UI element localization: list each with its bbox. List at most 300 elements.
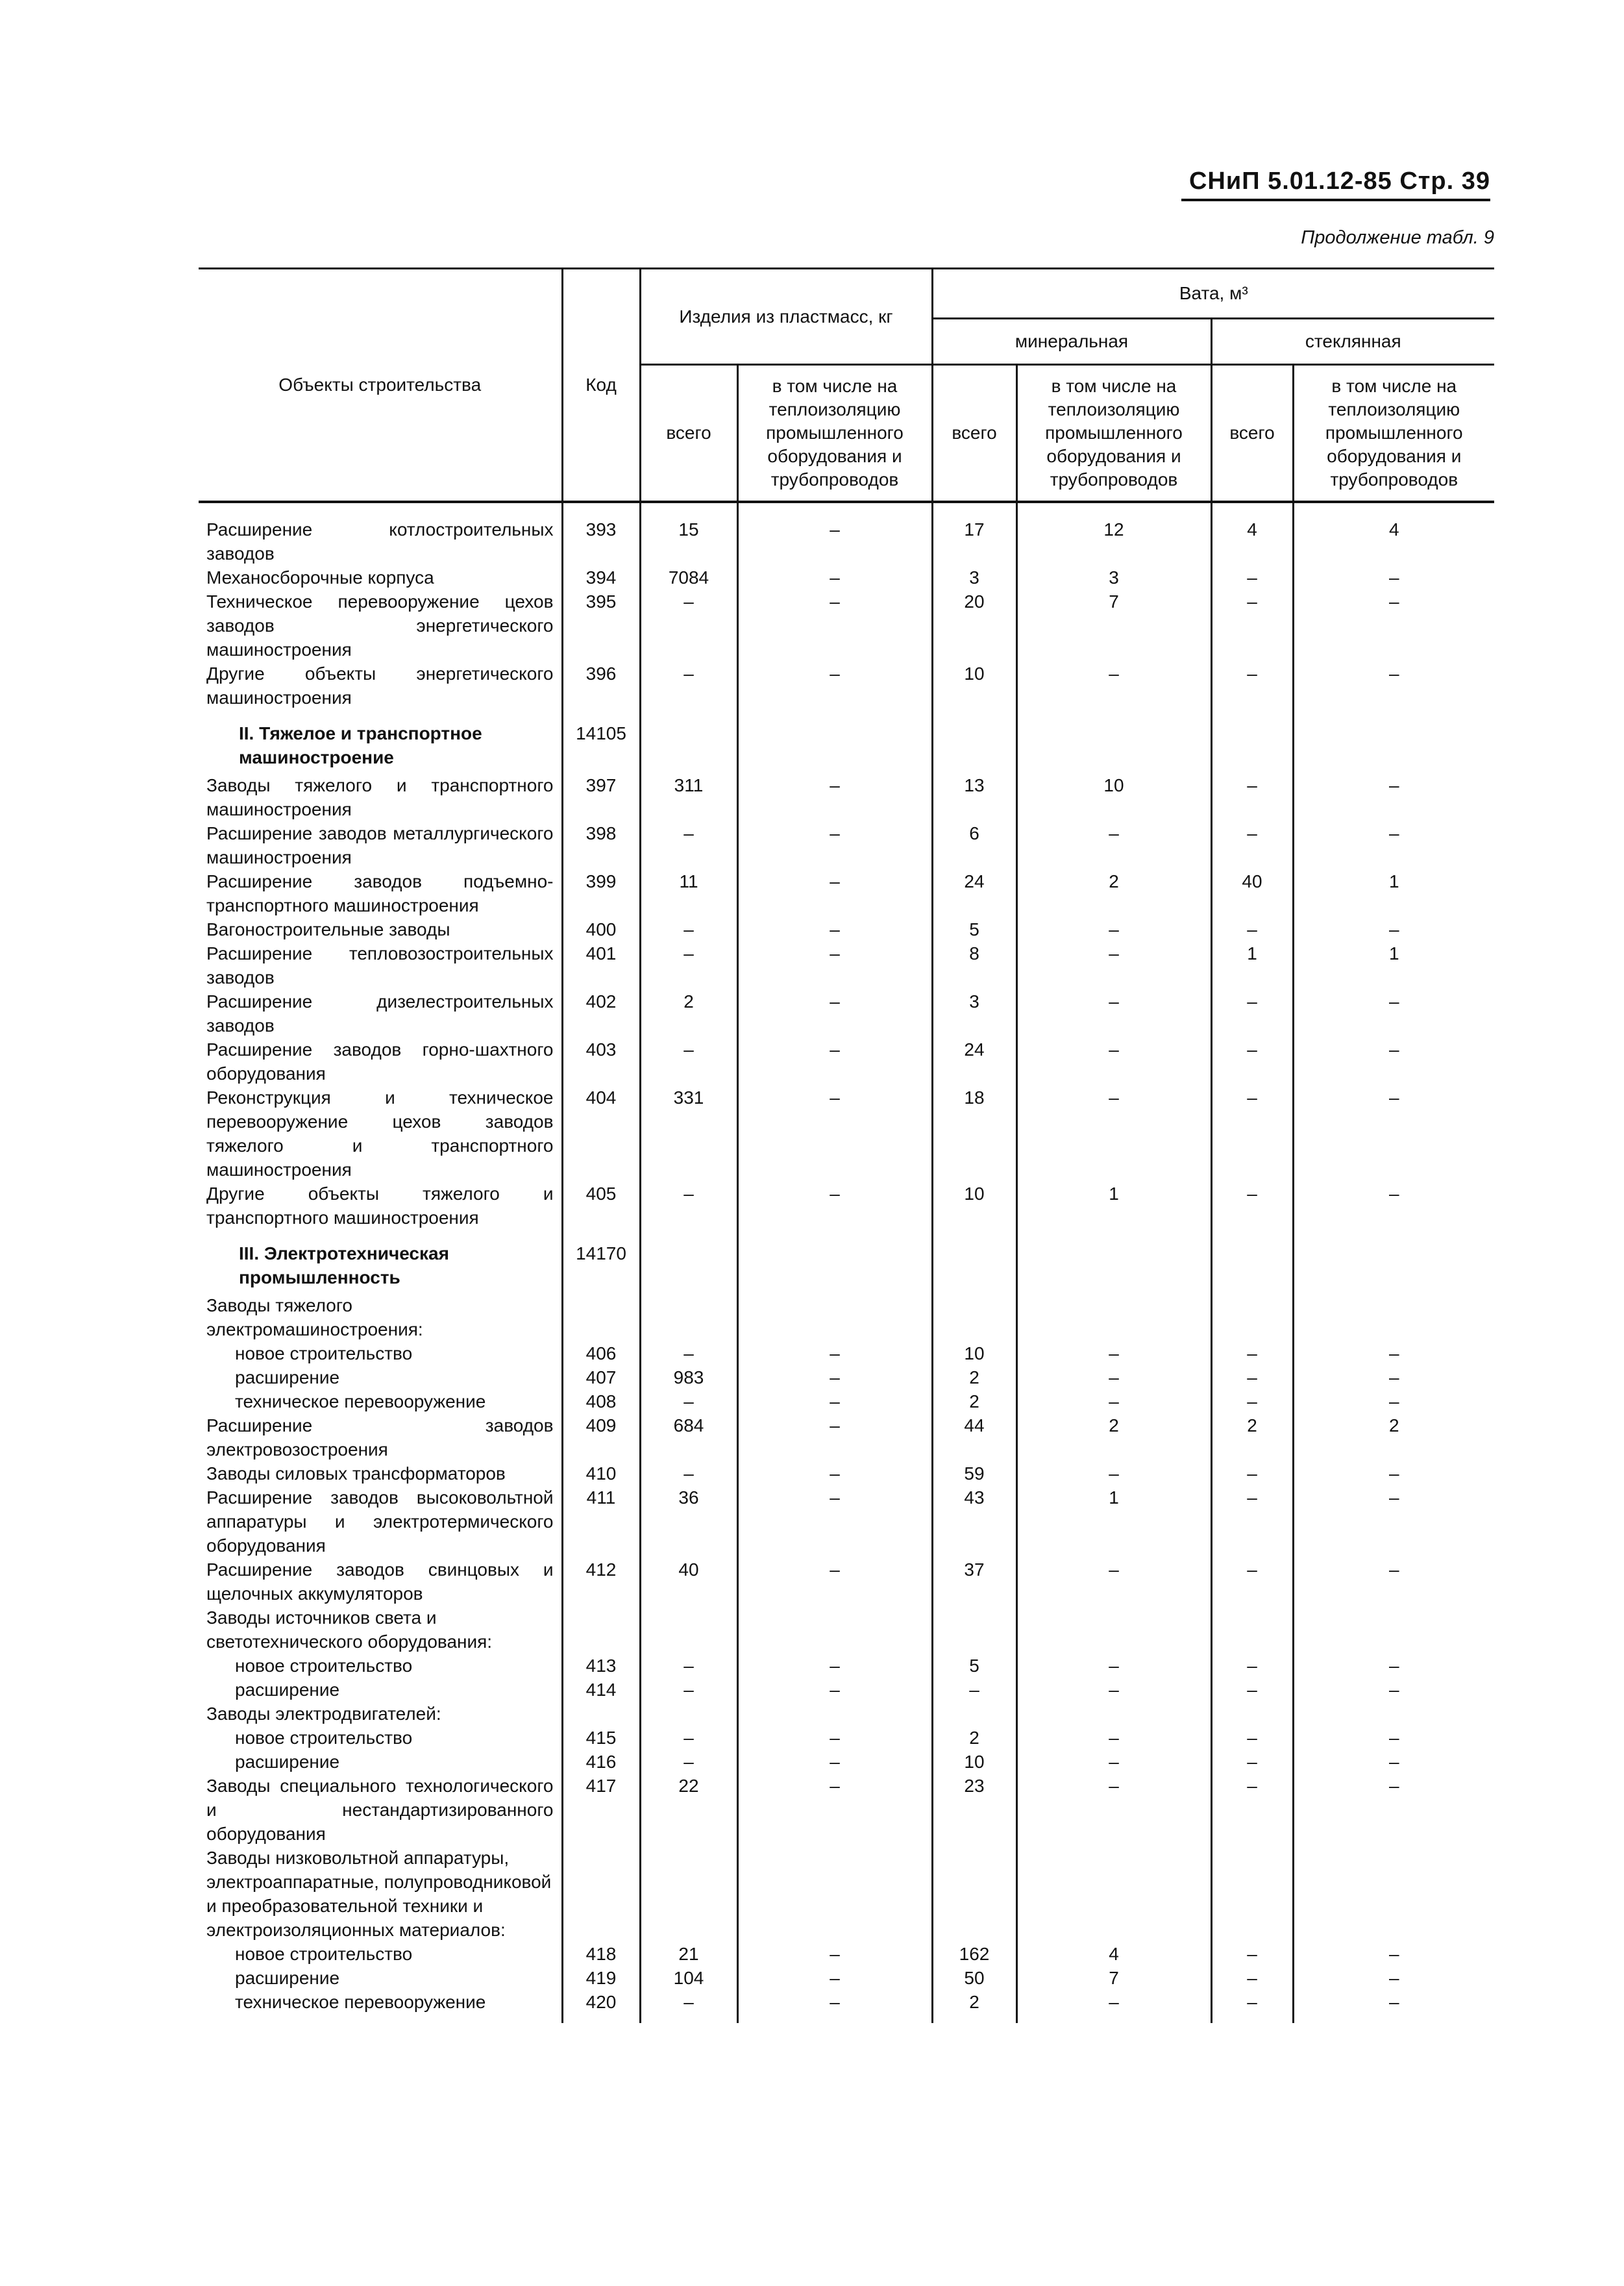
row-mineral-incl: –	[1016, 917, 1211, 941]
row-mineral-incl: 7	[1016, 1966, 1211, 1990]
row-glass-total: –	[1211, 1654, 1293, 1678]
row-mineral-total: 3	[932, 989, 1016, 1037]
row-name: новое строительство	[235, 1728, 413, 1748]
row-glass-incl: –	[1293, 917, 1494, 941]
row-plastics-total: –	[640, 1990, 737, 2023]
table-row	[199, 1293, 1494, 1341]
row-mineral-total: 50	[932, 1966, 1016, 1990]
row-plastics-incl: –	[737, 869, 932, 917]
row-glass-incl: –	[1293, 1182, 1494, 1230]
row-mineral-total: 18	[932, 1086, 1016, 1182]
table-row	[199, 1413, 1494, 1461]
row-code	[562, 1293, 640, 1341]
row-mineral-total: 2	[932, 1726, 1016, 1750]
row-code: 397	[562, 773, 640, 821]
row-mineral-total: 24	[932, 869, 1016, 917]
row-mineral-total: 13	[932, 773, 1016, 821]
col-header-glass: стеклянная	[1211, 319, 1494, 365]
row-plastics-incl	[737, 1606, 932, 1654]
row-name: техническое перевооружение	[235, 1992, 486, 2012]
row-plastics-incl: –	[737, 1086, 932, 1182]
page-header-title: СНиП 5.01.12-85 Стр. 39	[1188, 168, 1490, 195]
row-glass-total: –	[1211, 1182, 1293, 1230]
row-name: III. Электротехническая промышленность	[239, 1243, 449, 1287]
table-row	[199, 1726, 1494, 1750]
row-plastics-incl: –	[737, 821, 932, 869]
row-glass-total: –	[1211, 1461, 1293, 1485]
row-plastics-total: 40	[640, 1558, 737, 1606]
row-glass-incl	[1293, 1230, 1494, 1293]
row-glass-incl: 1	[1293, 869, 1494, 917]
row-plastics-incl: –	[737, 1413, 932, 1461]
row-mineral-total: 2	[932, 1389, 1016, 1413]
row-plastics-incl: –	[737, 1365, 932, 1389]
row-mineral-incl: 2	[1016, 1413, 1211, 1461]
row-code: 416	[562, 1750, 640, 1774]
row-code: 393	[562, 502, 640, 565]
row-glass-total: –	[1211, 1774, 1293, 1846]
row-plastics-incl: –	[737, 1774, 932, 1846]
row-code: 395	[562, 590, 640, 662]
row-code: 398	[562, 821, 640, 869]
row-plastics-incl: –	[737, 1678, 932, 1702]
row-mineral-incl: –	[1016, 1678, 1211, 1702]
row-glass-total: –	[1211, 1966, 1293, 1990]
row-mineral-incl	[1016, 1702, 1211, 1726]
row-plastics-total: 2	[640, 989, 737, 1037]
row-glass-total: –	[1211, 989, 1293, 1037]
row-plastics-total: 11	[640, 869, 737, 917]
table-row	[199, 502, 1494, 565]
row-plastics-incl: –	[737, 1942, 932, 1966]
row-mineral-total: 10	[932, 1341, 1016, 1365]
row-glass-total	[1211, 1606, 1293, 1654]
row-mineral-incl: 7	[1016, 590, 1211, 662]
row-mineral-total	[932, 710, 1016, 773]
row-glass-incl	[1293, 1846, 1494, 1942]
row-glass-incl: 2	[1293, 1413, 1494, 1461]
row-mineral-total: 44	[932, 1413, 1016, 1461]
row-mineral-incl: –	[1016, 1461, 1211, 1485]
row-name: новое строительство	[235, 1944, 413, 1964]
row-name: Расширение заводов горно-шахтного оборудования	[206, 1039, 554, 1084]
row-plastics-incl	[737, 1230, 932, 1293]
row-mineral-total	[932, 1293, 1016, 1341]
row-mineral-incl	[1016, 1230, 1211, 1293]
row-code: 405	[562, 1182, 640, 1230]
col-header-mineral-incl: в том числе на теплоизоляцию промышленного оборудования и трубопроводов	[1016, 365, 1211, 503]
row-plastics-incl: –	[737, 590, 932, 662]
row-mineral-total: –	[932, 1678, 1016, 1702]
row-glass-incl: –	[1293, 1750, 1494, 1774]
row-glass-incl: –	[1293, 1086, 1494, 1182]
row-glass-total	[1211, 1846, 1293, 1942]
row-name: Заводы электродвигателей:	[206, 1704, 441, 1724]
row-plastics-total: 21	[640, 1942, 737, 1966]
row-code: 408	[562, 1389, 640, 1413]
row-code: 419	[562, 1966, 640, 1990]
row-glass-incl: –	[1293, 1774, 1494, 1846]
row-name: расширение	[235, 1367, 340, 1387]
row-name: Реконструкция и техническое перевооружение цехов заводов тяжелого и транспортного машиностроения	[206, 1087, 554, 1180]
row-name: Заводы силовых трансформаторов	[206, 1463, 506, 1484]
row-glass-total: –	[1211, 1389, 1293, 1413]
row-mineral-total: 5	[932, 1654, 1016, 1678]
col-header-wool: Вата, м³	[932, 269, 1494, 319]
row-name: Расширение дизелестроительных заводов	[206, 991, 554, 1036]
row-plastics-total: 104	[640, 1966, 737, 1990]
row-glass-total: –	[1211, 1365, 1293, 1389]
row-code	[562, 1606, 640, 1654]
row-code: 415	[562, 1726, 640, 1750]
row-plastics-incl: –	[737, 1485, 932, 1558]
row-glass-total	[1211, 710, 1293, 773]
row-code: 418	[562, 1942, 640, 1966]
row-name: Заводы низковольтной аппаратуры, электроаппаратные, полупроводниковой и преобразовательной техники и электроизоляционных материалов:	[206, 1848, 552, 1940]
row-plastics-incl: –	[737, 1037, 932, 1086]
table-row	[199, 917, 1494, 941]
row-glass-incl: 4	[1293, 502, 1494, 565]
row-glass-incl: –	[1293, 1037, 1494, 1086]
row-glass-total	[1211, 1293, 1293, 1341]
row-mineral-incl: –	[1016, 1774, 1211, 1846]
row-code: 409	[562, 1413, 640, 1461]
row-plastics-total	[640, 1702, 737, 1726]
row-plastics-total: –	[640, 1389, 737, 1413]
table-row	[199, 1182, 1494, 1230]
row-plastics-total	[640, 1846, 737, 1942]
row-glass-incl: –	[1293, 565, 1494, 590]
row-mineral-total: 8	[932, 941, 1016, 989]
row-plastics-total	[640, 710, 737, 773]
row-glass-incl: –	[1293, 1389, 1494, 1413]
row-mineral-incl: –	[1016, 1037, 1211, 1086]
col-header-glass-total: всего	[1211, 365, 1293, 503]
row-plastics-total: 7084	[640, 565, 737, 590]
row-mineral-total: 5	[932, 917, 1016, 941]
row-name: Расширение котлостроительных заводов	[206, 519, 554, 564]
row-plastics-incl	[737, 1846, 932, 1942]
row-mineral-incl: –	[1016, 1726, 1211, 1750]
row-glass-incl: –	[1293, 773, 1494, 821]
row-code: 394	[562, 565, 640, 590]
row-plastics-total: –	[640, 662, 737, 710]
data-table	[199, 267, 1494, 2023]
row-glass-total: –	[1211, 1485, 1293, 1558]
row-name: Заводы специального технологического и нестандартизированного оборудования	[206, 1776, 554, 1844]
row-mineral-incl: –	[1016, 1654, 1211, 1678]
row-mineral-total	[932, 1702, 1016, 1726]
row-name: расширение	[235, 1968, 340, 1988]
table-row	[199, 1389, 1494, 1413]
row-name: техническое перевооружение	[235, 1391, 486, 1411]
row-glass-incl: –	[1293, 1990, 1494, 2023]
table-row	[199, 1678, 1494, 1702]
row-glass-total	[1211, 1702, 1293, 1726]
row-plastics-incl: –	[737, 1990, 932, 2023]
row-mineral-incl: –	[1016, 1365, 1211, 1389]
table-row	[199, 1558, 1494, 1606]
row-name: Расширение заводов подъемно-транспортного машиностроения	[206, 871, 554, 915]
row-plastics-incl: –	[737, 1750, 932, 1774]
row-mineral-incl: –	[1016, 1086, 1211, 1182]
table-row	[199, 1846, 1494, 1942]
row-name: Заводы тяжелого электромашиностроения:	[206, 1295, 423, 1339]
row-plastics-incl: –	[737, 1966, 932, 1990]
row-plastics-incl	[737, 710, 932, 773]
row-plastics-incl: –	[737, 773, 932, 821]
col-header-objects: Объекты строительства	[199, 269, 562, 503]
table-row	[199, 941, 1494, 989]
row-name: Техническое перевооружение цехов заводов энергетического машиностроения	[206, 591, 554, 660]
data-table-container	[199, 267, 1494, 2023]
row-glass-incl	[1293, 1606, 1494, 1654]
row-mineral-total: 24	[932, 1037, 1016, 1086]
row-mineral-total: 43	[932, 1485, 1016, 1558]
row-glass-incl: –	[1293, 821, 1494, 869]
row-glass-incl: –	[1293, 1966, 1494, 1990]
row-name: Расширение тепловозостроительных заводов	[206, 943, 554, 988]
row-mineral-incl: 1	[1016, 1182, 1211, 1230]
row-plastics-total: –	[640, 1678, 737, 1702]
row-glass-total: –	[1211, 1750, 1293, 1774]
row-glass-total: –	[1211, 1341, 1293, 1365]
row-glass-incl: –	[1293, 1942, 1494, 1966]
row-glass-total: 4	[1211, 502, 1293, 565]
row-code: 407	[562, 1365, 640, 1389]
row-code: 399	[562, 869, 640, 917]
row-name: Расширение заводов высоковольтной аппаратуры и электротермического оборудования	[206, 1487, 554, 1556]
table-row	[199, 869, 1494, 917]
row-mineral-total: 6	[932, 821, 1016, 869]
header-underline	[1181, 199, 1490, 201]
row-glass-total	[1211, 1230, 1293, 1293]
row-glass-incl: –	[1293, 1365, 1494, 1389]
row-mineral-total	[932, 1606, 1016, 1654]
row-glass-total: –	[1211, 821, 1293, 869]
row-glass-total: –	[1211, 773, 1293, 821]
row-name: Вагоностроительные заводы	[206, 919, 450, 939]
row-mineral-incl: –	[1016, 662, 1211, 710]
row-mineral-total: 59	[932, 1461, 1016, 1485]
col-header-mineral: минеральная	[932, 319, 1211, 365]
table-row	[199, 1750, 1494, 1774]
row-name: новое строительство	[235, 1656, 413, 1676]
row-glass-incl	[1293, 1293, 1494, 1341]
row-plastics-incl: –	[737, 917, 932, 941]
row-glass-incl	[1293, 1702, 1494, 1726]
row-code: 412	[562, 1558, 640, 1606]
row-mineral-incl: –	[1016, 989, 1211, 1037]
col-header-mineral-total: всего	[932, 365, 1016, 503]
table-section-row	[199, 710, 1494, 773]
row-plastics-incl: –	[737, 1341, 932, 1365]
row-mineral-total: 23	[932, 1774, 1016, 1846]
row-mineral-incl	[1016, 710, 1211, 773]
row-glass-total: –	[1211, 662, 1293, 710]
row-glass-incl: –	[1293, 1678, 1494, 1702]
row-glass-total: –	[1211, 1086, 1293, 1182]
row-code: 401	[562, 941, 640, 989]
table-row	[199, 1365, 1494, 1389]
table-row	[199, 565, 1494, 590]
table-row	[199, 1702, 1494, 1726]
row-code: 414	[562, 1678, 640, 1702]
row-plastics-total: 684	[640, 1413, 737, 1461]
table-body	[199, 502, 1494, 2023]
row-code: 402	[562, 989, 640, 1037]
row-code: 410	[562, 1461, 640, 1485]
row-mineral-incl: –	[1016, 941, 1211, 989]
table-row	[199, 1037, 1494, 1086]
row-plastics-incl: –	[737, 1461, 932, 1485]
row-plastics-total: –	[640, 1726, 737, 1750]
row-mineral-total: 162	[932, 1942, 1016, 1966]
table-row	[199, 1485, 1494, 1558]
row-name: II. Тяжелое и транспортное машиностроение	[239, 723, 482, 767]
row-mineral-total: 37	[932, 1558, 1016, 1606]
row-code	[562, 1702, 640, 1726]
row-name: Заводы тяжелого и транспортного машиностроения	[206, 775, 554, 819]
row-glass-incl: –	[1293, 989, 1494, 1037]
row-name: Расширение заводов электровозостроения	[206, 1415, 554, 1460]
row-plastics-total: –	[640, 821, 737, 869]
table-row	[199, 989, 1494, 1037]
row-mineral-total	[932, 1230, 1016, 1293]
row-code: 14170	[562, 1230, 640, 1293]
row-plastics-total: –	[640, 1182, 737, 1230]
row-code: 420	[562, 1990, 640, 2023]
table-row	[199, 1341, 1494, 1365]
row-plastics-total: 22	[640, 1774, 737, 1846]
row-name: Заводы источников света и светотехнического оборудования:	[206, 1608, 493, 1652]
table-row	[199, 821, 1494, 869]
row-plastics-incl: –	[737, 1654, 932, 1678]
row-name: Механосборочные корпуса	[206, 567, 434, 588]
row-glass-total: –	[1211, 1990, 1293, 2023]
row-mineral-incl	[1016, 1606, 1211, 1654]
row-name: расширение	[235, 1752, 340, 1772]
row-glass-incl: –	[1293, 1461, 1494, 1485]
row-plastics-total: 983	[640, 1365, 737, 1389]
row-plastics-total: 15	[640, 502, 737, 565]
row-mineral-incl: 1	[1016, 1485, 1211, 1558]
table-row	[199, 1774, 1494, 1846]
row-glass-total: 40	[1211, 869, 1293, 917]
row-glass-incl: –	[1293, 662, 1494, 710]
row-mineral-total: 10	[932, 662, 1016, 710]
row-mineral-incl: 3	[1016, 565, 1211, 590]
row-plastics-total: –	[640, 917, 737, 941]
row-mineral-incl: 10	[1016, 773, 1211, 821]
row-mineral-incl: –	[1016, 1558, 1211, 1606]
row-code: 14105	[562, 710, 640, 773]
row-plastics-incl: –	[737, 502, 932, 565]
row-glass-incl: –	[1293, 1485, 1494, 1558]
table-row	[199, 1654, 1494, 1678]
row-glass-total: –	[1211, 1678, 1293, 1702]
row-glass-incl: –	[1293, 1654, 1494, 1678]
col-header-glass-incl: в том числе на теплоизоляцию промышленного оборудования и трубопроводов	[1293, 365, 1494, 503]
row-plastics-total	[640, 1606, 737, 1654]
row-glass-total: –	[1211, 590, 1293, 662]
row-code: 406	[562, 1341, 640, 1365]
row-plastics-incl: –	[737, 941, 932, 989]
table-row	[199, 1461, 1494, 1485]
row-glass-total: –	[1211, 1726, 1293, 1750]
row-name: Расширение заводов свинцовых и щелочных аккумуляторов	[206, 1559, 554, 1604]
table-row	[199, 590, 1494, 662]
row-glass-total: –	[1211, 1558, 1293, 1606]
row-plastics-total: –	[640, 941, 737, 989]
row-mineral-incl	[1016, 1293, 1211, 1341]
row-mineral-total: 2	[932, 1365, 1016, 1389]
col-header-plastics-incl: в том числе на теплоизоляцию промышленного оборудования и трубопроводов	[737, 365, 932, 503]
col-header-plastics-total: всего	[640, 365, 737, 503]
row-glass-incl: –	[1293, 1341, 1494, 1365]
row-mineral-total: 20	[932, 590, 1016, 662]
row-glass-total: –	[1211, 917, 1293, 941]
row-glass-total: –	[1211, 1942, 1293, 1966]
row-glass-total: 1	[1211, 941, 1293, 989]
row-plastics-total: –	[640, 1037, 737, 1086]
row-plastics-incl: –	[737, 1558, 932, 1606]
row-plastics-total: 331	[640, 1086, 737, 1182]
row-glass-total: –	[1211, 1037, 1293, 1086]
row-code: 413	[562, 1654, 640, 1678]
table-row	[199, 1606, 1494, 1654]
row-plastics-total: –	[640, 1461, 737, 1485]
row-mineral-incl: –	[1016, 1389, 1211, 1413]
row-name: Другие объекты энергетического машиностроения	[206, 664, 554, 708]
row-plastics-total: 311	[640, 773, 737, 821]
table-row	[199, 1966, 1494, 1990]
row-mineral-total: 10	[932, 1750, 1016, 1774]
row-mineral-total	[932, 1846, 1016, 1942]
row-glass-incl: –	[1293, 590, 1494, 662]
table-header	[199, 269, 1494, 503]
table-row	[199, 662, 1494, 710]
row-mineral-total: 3	[932, 565, 1016, 590]
table-row	[199, 773, 1494, 821]
row-name: Другие объекты тяжелого и транспортного машиностроения	[206, 1184, 554, 1228]
row-code	[562, 1846, 640, 1942]
row-mineral-incl: 4	[1016, 1942, 1211, 1966]
table-continuation-caption: Продолжение табл. 9	[1301, 227, 1494, 248]
row-plastics-total: –	[640, 1341, 737, 1365]
row-name: расширение	[235, 1680, 340, 1700]
row-plastics-incl: –	[737, 989, 932, 1037]
table-section-row	[199, 1230, 1494, 1293]
row-name: Расширение заводов металлургического машиностроения	[206, 823, 554, 867]
row-mineral-incl: –	[1016, 1990, 1211, 2023]
row-plastics-total	[640, 1293, 737, 1341]
row-plastics-incl	[737, 1293, 932, 1341]
row-plastics-incl: –	[737, 565, 932, 590]
row-code: 400	[562, 917, 640, 941]
row-code: 404	[562, 1086, 640, 1182]
table-row	[199, 1942, 1494, 1966]
row-mineral-total: 17	[932, 502, 1016, 565]
row-glass-total: 2	[1211, 1413, 1293, 1461]
row-plastics-total: –	[640, 1750, 737, 1774]
row-mineral-total: 2	[932, 1990, 1016, 2023]
row-plastics-incl: –	[737, 662, 932, 710]
row-code: 403	[562, 1037, 640, 1086]
row-code: 411	[562, 1485, 640, 1558]
row-plastics-incl	[737, 1702, 932, 1726]
row-name: новое строительство	[235, 1343, 413, 1363]
